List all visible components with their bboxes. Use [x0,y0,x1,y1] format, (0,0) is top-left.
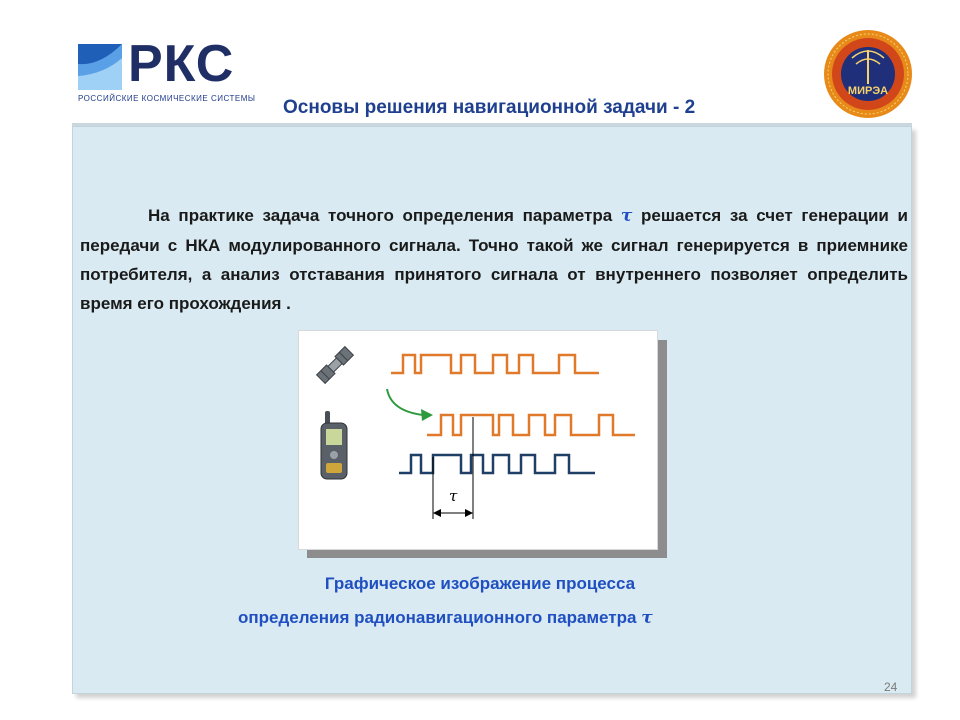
logo-subtitle: РОССИЙСКИЕ КОСМИЧЕСКИЕ СИСТЕМЫ [78,94,256,103]
body-paragraph [80,201,908,318]
paragraph-part1: На практике задача точного определения параметра [148,206,621,225]
satellite-icon [317,347,354,384]
logo-text: РКС [128,35,235,93]
tau-symbol: τ [620,206,633,226]
caption-line2 [238,608,653,628]
slide-title: Основы решения навигационной задачи - 2 [283,97,696,118]
transmitted-signal-wave [391,355,599,373]
signal-path-arrow [387,389,423,415]
received-signal-wave [427,415,635,435]
tau-label: τ [449,487,458,505]
tau-arrow-left-icon [433,509,441,517]
caption-line2-text: определения радионавигационного параметра [238,608,642,627]
caption-tau-symbol: τ [641,608,653,628]
seal-text: МИРЭА [847,85,889,97]
rks-logo [78,35,256,106]
page-number: 24 [884,680,898,694]
arrow-head-icon [421,409,433,421]
caption-line1: Графическое изображение процесса [324,574,636,593]
rks-logo-mark-icon [78,44,122,90]
mirea-seal-icon [822,28,914,120]
paragraph-part2: решается за счет генерации и передачи с НКА модулированного сигнала. Точно такой же сигнал генерируется в приемнике потребителя, а анализ отставания принятого сигнала от внутреннего позволяет определить время его прохождения . [80,206,909,313]
signal-figure [298,330,658,550]
replica-signal-wave [399,455,595,473]
gps-receiver-icon [321,411,347,479]
tau-arrow-right-icon [465,509,473,517]
